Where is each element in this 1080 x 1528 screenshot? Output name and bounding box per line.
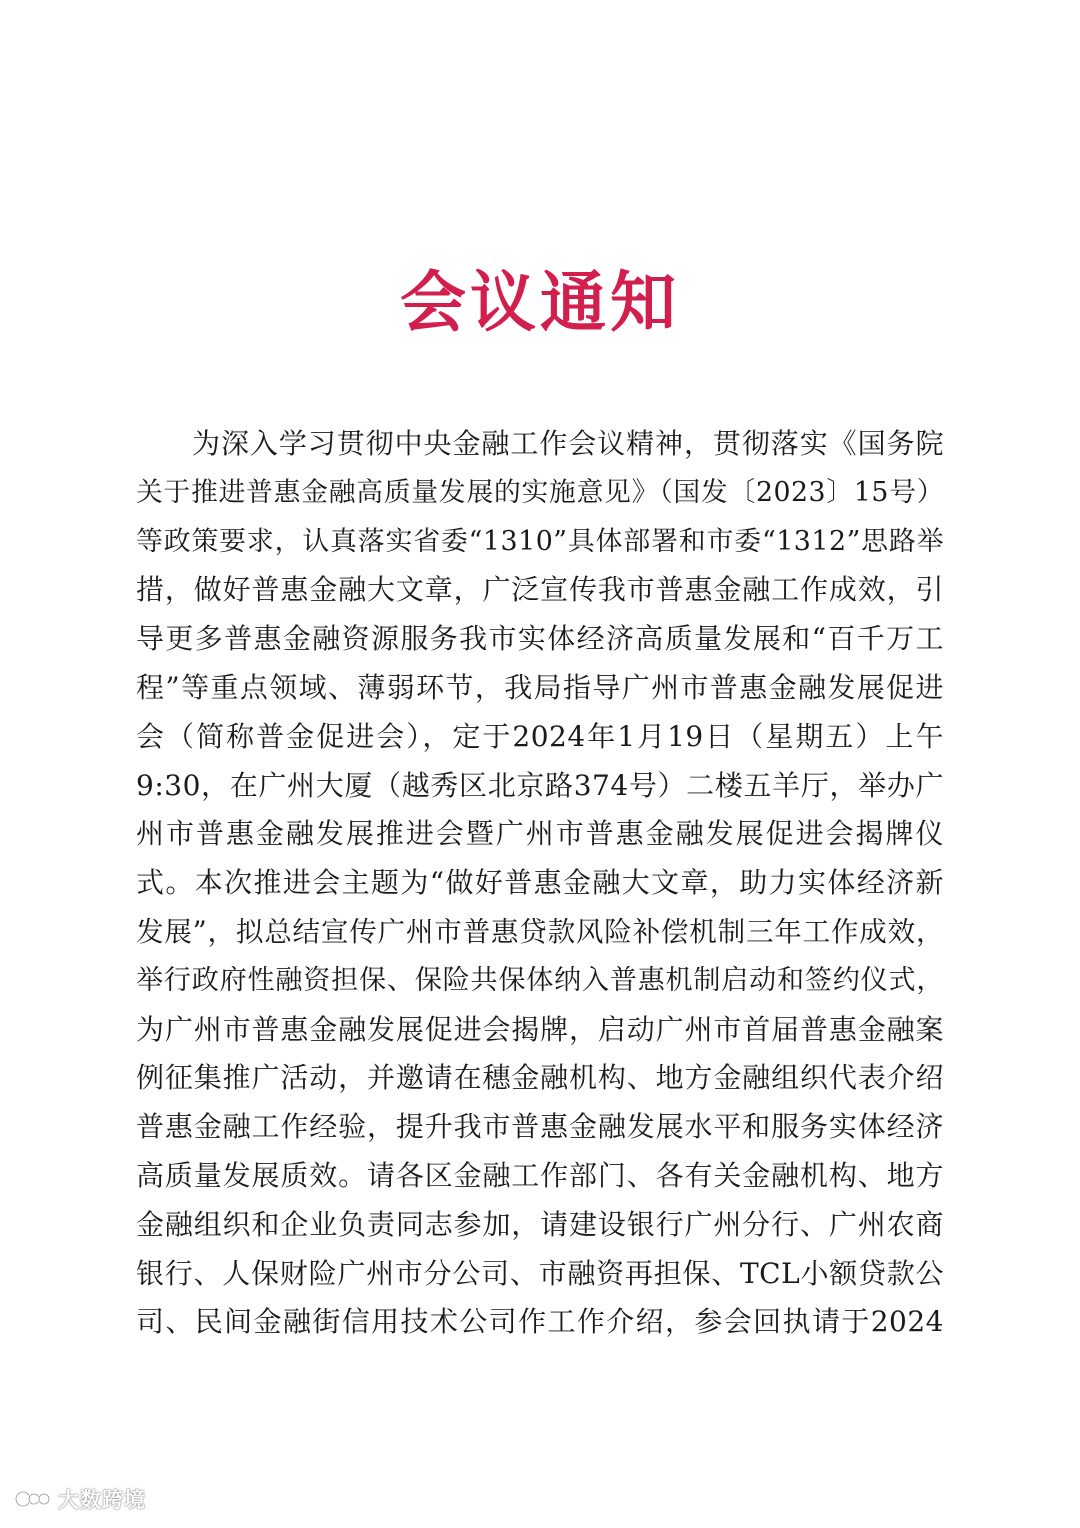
- document-body: [136, 420, 944, 1347]
- body-line: 普惠金融工作经验，提升我市普惠金融发展水平和服务实体经济: [136, 1110, 944, 1144]
- watermark-text: 大数跨境: [58, 1488, 146, 1512]
- body-line: 等政策要求，认真落实省委“1310”具体部署和市委“1312”思路举: [136, 525, 944, 557]
- document-title: 会议通知: [400, 263, 680, 341]
- body-line: 发展”，拟总结宣传广州市普惠贷款风险补偿机制三年工作成效，: [136, 915, 944, 948]
- body-line: 例征集推广活动，并邀请在穗金融机构、地方金融组织代表介绍: [136, 1061, 944, 1095]
- body-line: 金融组织和企业负责同志参加，请建设银行广州分行、广州农商: [136, 1207, 944, 1241]
- body-line: 导更多普惠金融资源服务我市实体经济高质量发展和“百千万工: [136, 622, 944, 656]
- body-line: 措，做好普惠金融大文章，广泛宣传我市普惠金融工作成效，引: [136, 573, 944, 607]
- body-line: 州市普惠金融发展推进会暨广州市普惠金融发展促进会揭牌仪: [136, 817, 944, 851]
- body-line: 高质量发展质效。请各区金融工作部门、各有关金融机构、地方: [136, 1158, 944, 1192]
- body-line: 9:30，在广州大厦（越秀区北京路374号）二楼五羊厅，举办广: [136, 768, 944, 802]
- body-line: 为深入学习贯彻中央金融工作会议精神，贯彻落实《国务院: [192, 427, 944, 460]
- body-line: 式。本次推进会主题为“做好普惠金融大文章，助力实体经济新: [136, 866, 944, 900]
- watermark: [14, 1484, 146, 1514]
- body-line: 会（简称普金促进会），定于2024年1月19日（星期五）上午: [136, 719, 944, 753]
- body-line: 关于推进普惠金融高质量发展的实施意见》（国发〔2023〕15号）: [136, 476, 944, 508]
- body-line: 举行政府性融资担保、保险共保体纳入普惠机制启动和签约仪式，: [136, 964, 944, 996]
- body-line: 为广州市普惠金融发展促进会揭牌，启动广州市首届普惠金融案: [136, 1012, 944, 1046]
- brand-logo-icon: [14, 1488, 52, 1510]
- body-line: 司、民间金融街信用技术公司作工作介绍，参会回执请于2024: [136, 1305, 944, 1339]
- body-line: 程”等重点领域、薄弱环节，我局指导广州市普惠金融发展促进: [136, 670, 944, 704]
- body-line: 银行、人保财险广州市分公司、市融资再担保、TCL小额贷款公: [136, 1256, 944, 1290]
